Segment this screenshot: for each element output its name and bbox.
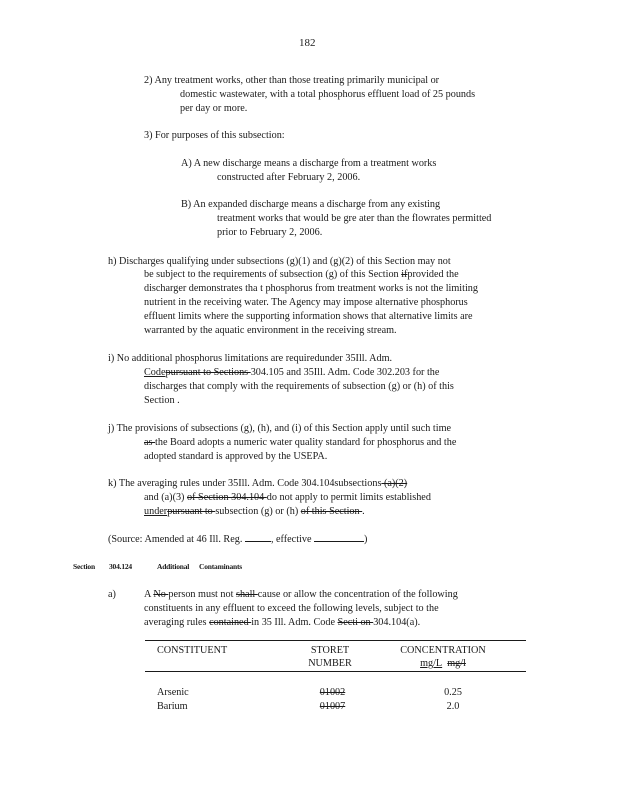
- table-header-rule: [145, 671, 526, 672]
- item-h-line-6: warranted by the aquatic environment in the receiving stream.: [144, 325, 397, 336]
- item-i-line-4: Section .: [144, 395, 180, 406]
- item-i-line-2: Codepursuant to Sections 304.105 and 35Ill. Adm. Code 302.203 for the: [144, 367, 440, 378]
- section-label: Section: [73, 562, 95, 571]
- item-j-line-3: adopted standard is approved by the USEPA.: [144, 451, 328, 462]
- item-k-line-1: k) The averaging rules under 35Ill. Adm. Code 304.104subsections (a)(2): [108, 478, 408, 489]
- struck-text: pursuant to: [167, 506, 216, 517]
- table-row-barium-storet: 01007: [319, 701, 346, 712]
- struck-text: if: [401, 269, 408, 280]
- table-header-number: NUMBER: [308, 658, 352, 669]
- struck-text: pursuant to Sections: [165, 367, 251, 378]
- table-row-arsenic-conc: 0.25: [444, 687, 462, 698]
- item-h-line-3: discharger demonstrates tha t phosphorus from treatment works is not the limiting: [144, 283, 478, 294]
- item-h-line-2: be subject to the requirements of subsection (g) of this Section ifprovided the: [144, 269, 459, 280]
- item-k-line-2: and (a)(3) of Section 304.104 do not apply to permit limits established: [144, 492, 431, 503]
- section-title-word-2: Contaminants: [199, 562, 243, 571]
- section-title-word-1: Additional: [157, 562, 190, 571]
- inserted-text: under: [144, 506, 168, 517]
- item-b-line-1: B) An expanded discharge means a discharge from any existing: [181, 199, 441, 210]
- item-i-line-1: i) No additional phosphorus limitations are requiredunder 35Ill. Adm.: [108, 353, 393, 364]
- table-header-units: mg/L mg/l: [420, 658, 466, 669]
- item-i-line-3: discharges that comply with the requirements of subsection (g) or (h) of this: [144, 381, 454, 392]
- subsection-a-line-3: averaging rules contained in 35 Ill. Adm. Code Secti on 304.104(a).: [144, 617, 421, 628]
- inserted-text: Code: [144, 367, 166, 378]
- item-a-line-2: constructed after February 2, 2006.: [217, 172, 361, 183]
- item-j-line-2: as the Board adopts a numeric water quality standard for phosphorus and the: [144, 437, 457, 448]
- section-number: 304.124: [109, 562, 132, 571]
- table-row-barium-name: Barium: [157, 701, 188, 712]
- subsection-a-line-2: constituents in any effluent to exceed the following levels, subject to the: [144, 603, 439, 614]
- struck-text: mg/l: [447, 658, 466, 669]
- item-h-line-4: nutrient in the receiving water. The Agency may impose alternative phosphorus: [144, 297, 468, 308]
- table-row-barium-conc: 2.0: [446, 701, 460, 712]
- item-2-line-1: 2) Any treatment works, other than those treating primarily municipal or: [144, 75, 440, 86]
- item-a-line-1: A) A new discharge means a discharge from a treatment works: [181, 158, 437, 169]
- item-b-line-3: prior to February 2, 2006.: [217, 227, 323, 238]
- struck-text: of this Section: [300, 506, 363, 517]
- struck-text: (a)(2): [381, 478, 408, 489]
- table-header-storet: STORET: [310, 645, 350, 656]
- struck-text: as: [144, 437, 156, 448]
- table-row-arsenic-name: Arsenic: [157, 687, 189, 698]
- struck-text: Secti on: [337, 617, 374, 628]
- table-top-rule: [145, 640, 526, 641]
- source-note: (Source: Amended at 46 Ill. Reg. , effective ): [108, 534, 368, 545]
- subsection-a-marker: a): [108, 589, 116, 600]
- item-b-line-2: treatment works that would be gre ater than the flowrates permitted: [217, 213, 492, 224]
- item-2-line-2: domestic wastewater, with a total phosphorus effluent load of 25 pounds: [180, 89, 476, 100]
- page-number: 182: [299, 37, 316, 49]
- blank-line: [314, 541, 364, 542]
- subsection-a-line-1: A No person must not shall cause or allow the concentration of the following: [144, 589, 458, 600]
- item-h-line-1: h) Discharges qualifying under subsections (g)(1) and (g)(2) of this Section may not: [108, 256, 451, 267]
- item-k-line-3: underpursuant to subsection (g) or (h) of this Section .: [144, 506, 365, 517]
- struck-text: shall: [235, 589, 258, 600]
- item-j-line-1: j) The provisions of subsections (g), (h), and (i) of this Section apply until such time: [108, 423, 452, 434]
- item-h-line-5: effluent limits where the supporting information shows that alternative limits are: [144, 311, 473, 322]
- item-2-line-3: per day or more.: [180, 103, 248, 114]
- struck-text: No: [153, 589, 169, 600]
- table-header-concentration: CONCENTRATION: [400, 645, 486, 656]
- table-header-constituent: CONSTITUENT: [157, 645, 228, 656]
- table-row-arsenic-storet: 01002: [319, 687, 346, 698]
- struck-text: of Section 304.104: [187, 492, 267, 503]
- item-3: 3) For purposes of this subsection:: [144, 130, 285, 141]
- struck-text: contained: [209, 617, 252, 628]
- blank-line: [245, 541, 271, 542]
